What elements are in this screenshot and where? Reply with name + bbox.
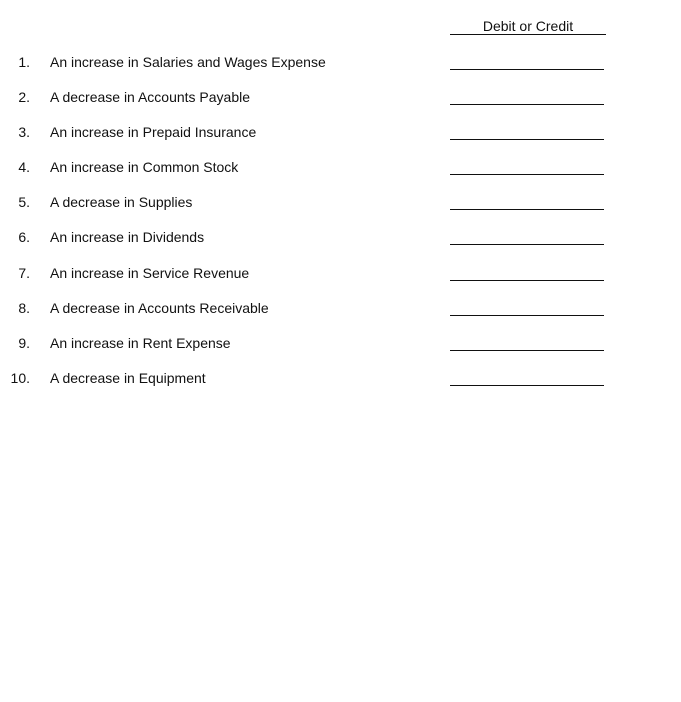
list-item: [0, 87, 681, 107]
item-description: An increase in Service Revenue: [50, 265, 250, 281]
list-item: [0, 263, 681, 283]
item-number: 9.: [18, 335, 30, 351]
list-item: [0, 122, 681, 142]
answer-blank[interactable]: [450, 69, 604, 70]
item-description: A decrease in Accounts Payable: [50, 89, 251, 105]
list-item: [0, 52, 681, 72]
list-item: [0, 227, 681, 247]
item-number: 7.: [18, 265, 30, 281]
list-item: [0, 333, 681, 353]
item-description: An increase in Rent Expense: [50, 335, 231, 351]
answer-blank[interactable]: [450, 350, 604, 351]
list-item: [0, 157, 681, 177]
item-description: An increase in Salaries and Wages Expense: [50, 54, 326, 70]
item-number: 4.: [18, 159, 30, 175]
list-item: [0, 192, 681, 212]
item-description: An increase in Prepaid Insurance: [50, 124, 257, 140]
item-description: A decrease in Accounts Receivable: [50, 300, 269, 316]
item-number: 1.: [18, 54, 30, 70]
list-item: [0, 368, 681, 388]
item-description: An increase in Dividends: [50, 229, 205, 245]
item-number: 8.: [18, 300, 30, 316]
item-description: A decrease in Equipment: [50, 370, 206, 386]
item-number: 6.: [18, 229, 30, 245]
column-header-debit-or-credit: Debit or Credit: [450, 18, 606, 35]
item-description: A decrease in Supplies: [50, 194, 193, 210]
item-number: 10.: [10, 370, 30, 386]
answer-blank[interactable]: [450, 385, 604, 386]
item-number: 5.: [18, 194, 30, 210]
answer-blank[interactable]: [450, 280, 604, 281]
answer-blank[interactable]: [450, 174, 604, 175]
answer-blank[interactable]: [450, 104, 604, 105]
item-number: 2.: [18, 89, 30, 105]
answer-blank[interactable]: [450, 315, 604, 316]
item-number: 3.: [18, 124, 30, 140]
item-description: An increase in Common Stock: [50, 159, 239, 175]
answer-blank[interactable]: [450, 209, 604, 210]
answer-blank[interactable]: [450, 139, 604, 140]
answer-blank[interactable]: [450, 244, 604, 245]
list-item: [0, 298, 681, 318]
